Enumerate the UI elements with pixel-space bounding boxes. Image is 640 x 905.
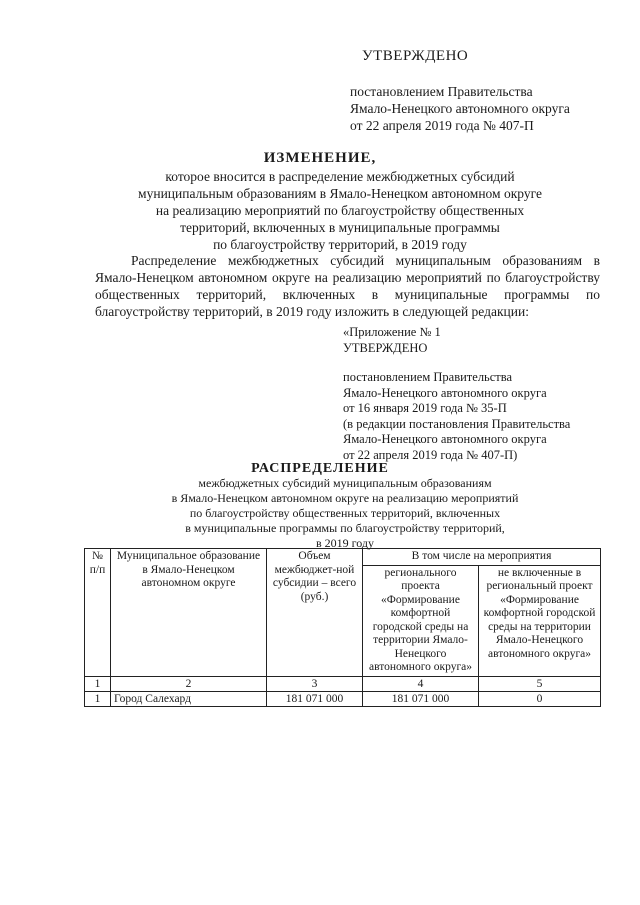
distribution-subtitle-line: межбюджетных субсидий муниципальным образованиям	[198, 476, 492, 490]
header-volume: Объем межбюджет-ной субсидии – всего (руб.)	[267, 549, 363, 677]
table-header-row	[85, 549, 601, 566]
change-subtitle	[80, 168, 600, 253]
row-num: 1	[85, 691, 111, 706]
change-title: ИЗМЕНЕНИЕ,	[263, 150, 377, 166]
distribution-subtitle-line: в Ямало-Ненецком автономном округе на реализацию мероприятий	[171, 491, 519, 505]
change-subtitle-line: которое вносится в распределение межбюджетных субсидий	[165, 169, 515, 184]
row-other: 0	[479, 691, 601, 706]
body-paragraph: Распределение межбюджетных субсидий муниципальным образованиям в Ямало-Ненецком автономном округе на реализацию мероприятий по благоустройству общественных территорий, включенных в муниципальные программы по благоустройству территорий, в 2019 году изложить в следующей редакции:	[95, 253, 600, 319]
row-regional: 181 071 000	[363, 691, 479, 706]
approval-line: от 22 апреля 2019 года № 407-П	[350, 118, 534, 133]
appendix-line: от 16 января 2019 года № 35-П	[343, 401, 507, 415]
distribution-title: РАСПРЕДЕЛЕНИЕ	[251, 461, 389, 476]
body-section	[95, 252, 600, 320]
change-subtitle-line: по благоустройству территорий, в 2019 году	[213, 237, 467, 252]
change-subtitle-line: муниципальным образованиям в Ямало-Ненецком автономном округе	[138, 186, 542, 201]
column-number: 5	[479, 676, 601, 691]
approval-stamp: УТВЕРЖДЕНО	[362, 48, 469, 64]
approval-block	[350, 83, 570, 134]
column-number: 4	[363, 676, 479, 691]
row-total: 181 071 000	[267, 691, 363, 706]
header-municipality: Муниципальное образование в Ямало-Ненецком автономном округе	[111, 549, 267, 677]
distribution-subtitle-line: в муниципальные программы по благоустройству территорий,	[185, 521, 505, 535]
appendix-stamp: УТВЕРЖДЕНО	[343, 340, 428, 355]
header-including: В том числе на мероприятия	[363, 549, 601, 566]
appendix-line: Ямало-Ненецкого автономного округа	[343, 432, 547, 446]
column-number: 2	[111, 676, 267, 691]
column-number: 3	[267, 676, 363, 691]
appendix-block	[343, 325, 570, 463]
change-subtitle-line: на реализацию мероприятий по благоустройству общественных	[155, 203, 525, 218]
distribution-subtitle-line: в 2019 году	[315, 536, 375, 550]
appendix-line: Ямало-Ненецкого автономного округа	[343, 385, 547, 400]
header-num: № п/п	[85, 549, 111, 677]
appendix-line: постановлением Правительства	[343, 370, 513, 384]
distribution-subtitle	[100, 476, 590, 551]
appendix-line: (в редакции постановления Правительства	[343, 416, 571, 431]
distribution-subtitle-line: по благоустройству общественных территорий, включенных	[189, 506, 501, 520]
column-number: 1	[85, 676, 111, 691]
appendix-line: от 22 апреля 2019 года № 407-П)	[343, 447, 518, 462]
header-regional: регионального проекта «Формирование комфортной городской среды на территории Ямало-Ненецкого автономного округа»	[363, 565, 479, 676]
appendix-label: «Приложение № 1	[343, 325, 441, 339]
table-row	[85, 691, 601, 706]
header-not-regional: не включенные в региональный проект «Формирование комфортной городской среды на территории Ямало-Ненецкого автономного округа»	[479, 565, 601, 676]
approval-line: постановлением Правительства	[350, 84, 533, 99]
column-numbers-row	[85, 676, 601, 691]
distribution-table	[84, 548, 601, 707]
approval-line: Ямало-Ненецкого автономного округа	[350, 101, 570, 116]
change-subtitle-line: территорий, включенных в муниципальные программы	[180, 220, 500, 235]
row-municipality: Город Салехард	[111, 691, 267, 706]
